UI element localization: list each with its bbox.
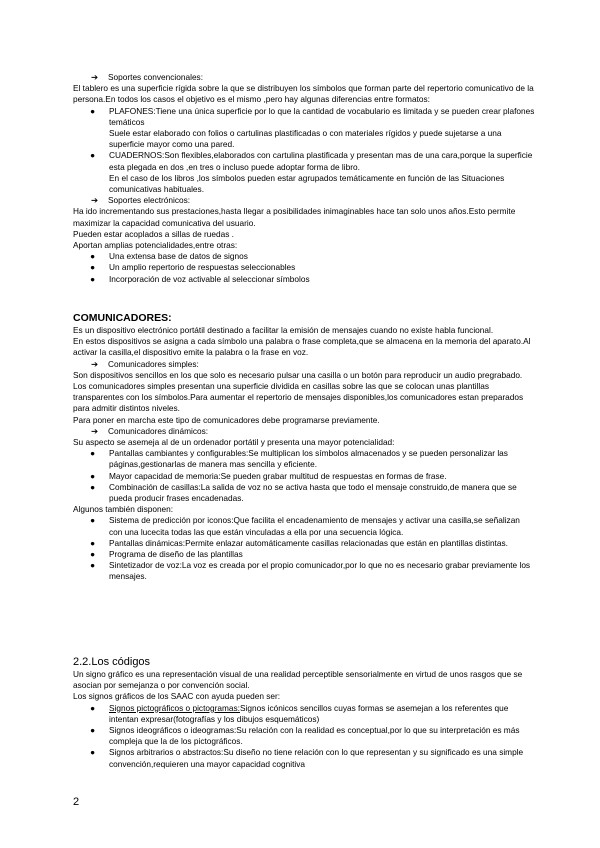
section-soportes — [73, 72, 535, 285]
list-item-ideogramas: ● Signos ideográficos o ideogramas:Su relación con la realidad es conceptual,por lo que su interpretación es más compleja que la de los pictográficos. — [90, 725, 520, 747]
paragraph-ha-ido: Ha ido incrementando sus prestaciones,hasta llegar a posibilidades inimaginables hace tan solo unos años.Esto permite maximizar la capacidad comunicativa del usuario. — [73, 206, 516, 228]
arrow-icon: ➔ — [91, 425, 98, 436]
bullet-icon: ● — [90, 273, 96, 284]
paragraph-asigna: En estos dispositivos se asigna a cada símbolo una palabra o frase completa,que se almacena en la memoria del aparato.Al activar la casilla,el dispositivo emite la palabra o la frase en voz. — [73, 336, 531, 358]
heading-comunicadores-simples: ➔ Comunicadores simples: — [91, 358, 199, 369]
paragraph-simples-2: Los comunicadores simples presentan una superficie dividida en casillas sobre las que se colocan unas plantillas transparentes con los símbolos.Para aumentar el repertorio de mensajes disponibles,los comunicadores estan preparados para admitir distintos niveles. — [73, 381, 524, 414]
bullet-icon: ● — [90, 448, 96, 459]
bullet-icon: ● — [90, 470, 96, 481]
list-item: ● Incorporación de voz activable al seleccionar símbolos — [90, 273, 310, 284]
list-item: ● Pantallas cambiantes y configurables:Se multiplican los símbolos almacenados y se pueden personalizar las páginas,gestionarlas de manera mas sencilla y eficiente. — [90, 448, 508, 470]
bullet-icon: ● — [90, 702, 96, 713]
bullet-icon: ● — [90, 725, 96, 736]
paragraph-tipos: Los signos gráficos de los SAAC con ayuda pueden ser: — [73, 691, 281, 702]
bullet-icon: ● — [90, 560, 96, 571]
paragraph-simples-3: Para poner en marcha este tipo de comunicadores debe programarse previamente. — [73, 414, 380, 425]
heading-codigos: 2.2.Los códigos — [73, 656, 151, 668]
bullet-icon: ● — [90, 251, 96, 262]
paragraph-definicion: Es un dispositivo electrónico portátil destinado a facilitar la emisión de mensajes cuando no existe habla funcional. — [73, 325, 494, 335]
bullet-icon: ● — [90, 262, 96, 273]
bullet-icon: ● — [90, 105, 96, 116]
list-item: ● Sistema de predicción por iconos:Que facilita el encadenamiento de mensajes y activar una casilla,se señalizan con una lucecita todas las que están vinculadas a ella por una secuencia lógica. — [90, 515, 520, 537]
paragraph-simples-1: Son dispositivos sencillos en los que solo es necesario pulsar una casilla o un botón para reproducir un audio pregrabado. — [73, 369, 523, 380]
bullet-icon: ● — [90, 515, 96, 526]
bullet-icon: ● — [90, 537, 96, 548]
heading-comunicadores: COMUNICADORES: — [73, 312, 172, 324]
list-item-pictogramas: ● Signos pictográficos o pictogramas:Signos icónicos sencillos cuyas formas se asemejan a los referentes que intentan expresar(fotografías y los dibujos esquemáticos) — [90, 702, 509, 724]
list-item: ● Pantallas dinámicas:Permite enlazar automáticamente casillas relacionadas que están en plantillas distintas. — [90, 537, 508, 548]
bullet-icon: ● — [90, 481, 96, 492]
paragraph-signo-grafico: Un signo gráfico es una representación visual de una realidad perceptible sensorialmente en virtud de unos rasgos que se asocian por semejanza o por convención social. — [73, 669, 523, 691]
paragraph-tablero: El tablero es una superficie rígida sobre la que se distribuyen los símbolos que forman parte del repertorio comunicativo de la persona.En todos los casos el objetivo es el mismo ,pero hay algunas diferencias entre formatos: — [73, 83, 534, 105]
paragraph-dinamicos: Su aspecto se asemeja al de un ordenador portátil y presenta una mayor potencialidad: — [73, 437, 395, 448]
list-item-plafones: ● PLAFONES:Tiene una única superficie por lo que la cantidad de vocabulario es limitada y se pueden crear plafones temáticos Suele estar elaborado con folios o cartulinas plastificadas o con materiales rígidos y puede sujetarse a una superficie mayor como una pared. — [90, 105, 535, 150]
heading-soportes-electronicos: ➔ Soportes electrónicos: — [91, 195, 191, 206]
list-item: ● Sintetizador de voz:La voz es creada por el propio comunicador,por lo que no es necesario grabar previamente los mensajes. — [90, 560, 531, 582]
list-item-arbitrarios: ● Signos arbitrarios o abstractos:Su diseño no tiene relación con lo que representan y su significado es una simple convención,requieren una mayor capacidad cognitiva — [90, 747, 524, 769]
bullet-icon: ● — [90, 150, 96, 161]
arrow-icon: ➔ — [91, 72, 98, 82]
section-comunicadores — [73, 312, 535, 583]
list-item: ● Una extensa base de datos de signos — [90, 251, 248, 262]
arrow-icon: ➔ — [91, 195, 98, 206]
underlined-term: Signos pictográficos o pictogramas: — [109, 702, 240, 713]
list-item-cuadernos: ● CUADERNOS:Son flexibles,elaborados con cartulina plastificada y presentan mas de una cara,porque la superficie esta plegada en dos ,en tres o incluso puede adoptar forma de libro. En el caso de los libros ,los símbolos pueden estar agrupados temáticamente en función de las Situaciones comunicativas habituales. — [90, 150, 533, 195]
arrow-icon: ➔ — [91, 358, 98, 369]
bullet-icon: ● — [90, 747, 96, 758]
list-item: ● Mayor capacidad de memoria:Se pueden grabar multitud de respuestas en formas de frase. — [90, 470, 447, 481]
bullet-icon: ● — [90, 549, 96, 560]
section-codigos — [73, 655, 535, 770]
page-number: 2 — [73, 796, 80, 808]
list-item: ● Un amplio repertorio de respuestas seleccionables — [90, 262, 296, 273]
list-item: ● Combinación de casillas:La salida de voz no se activa hasta que todo el mensaje construido,de manera que se pueda producir frases encadenadas. — [90, 481, 517, 504]
list-item: ● Programa de diseño de las plantillas — [90, 549, 243, 560]
paragraph-algunos: Algunos también disponen: — [73, 504, 174, 515]
heading-soportes-convencionales: ➔ Soportes convencionales: — [91, 72, 204, 82]
paragraph-aportan: Aportan amplias potencialidades,entre otras: — [73, 240, 238, 251]
paragraph-pueden: Pueden estar acoplados a sillas de ruedas . — [73, 228, 234, 239]
heading-comunicadores-dinamicos: ➔ Comunicadores dinámicos: — [91, 425, 209, 436]
